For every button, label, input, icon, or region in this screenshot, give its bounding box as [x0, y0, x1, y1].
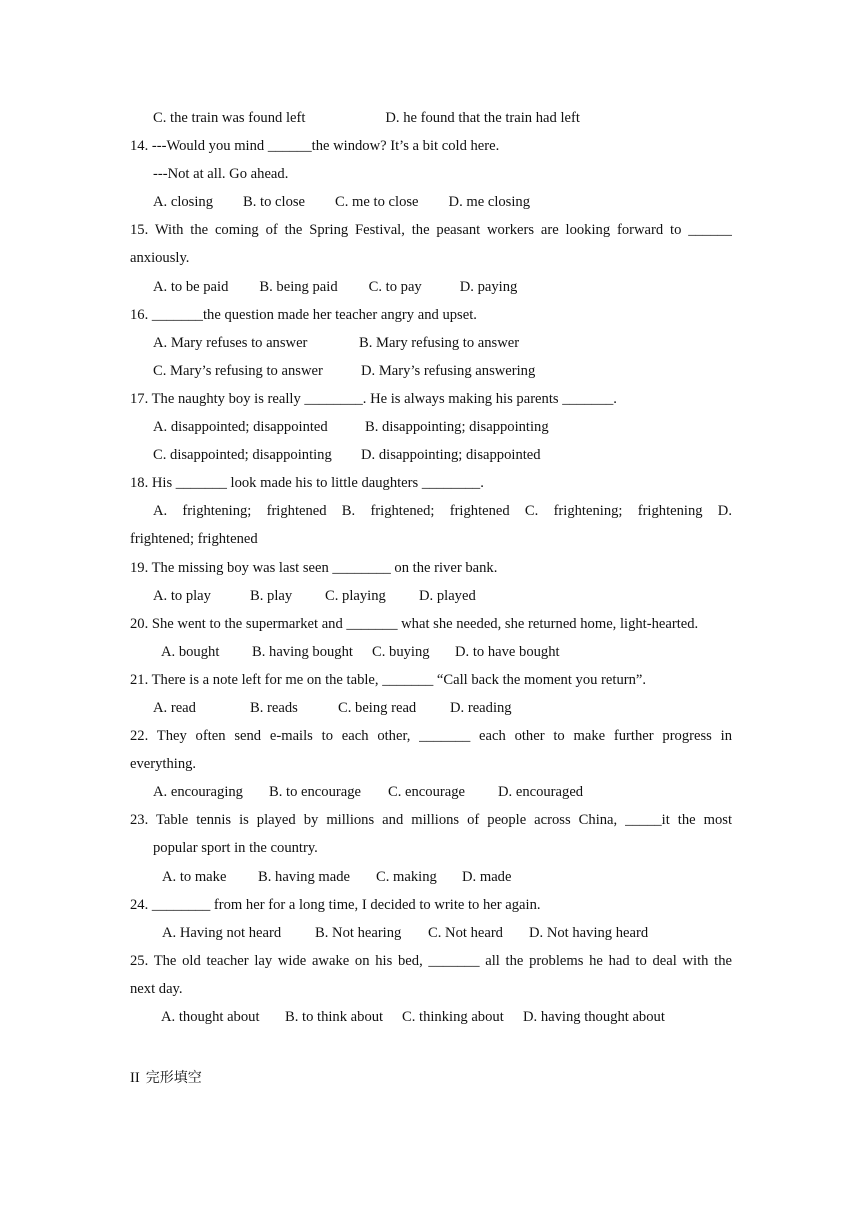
option-a: A. bought: [161, 643, 220, 660]
option-c: C. disappointed; disappointing: [153, 447, 332, 464]
option-d: D. having thought about: [523, 1009, 665, 1025]
option-c: C. Not heard: [428, 924, 503, 941]
option-d: D. encouraged: [498, 784, 584, 801]
option-b: B. having made: [258, 868, 351, 885]
question-18: 18. His _______ look made his to little daughters ________.: [130, 475, 484, 492]
option-d: D. reading: [450, 699, 512, 716]
option-c: C. buying: [372, 643, 430, 660]
question-18-options: A. frightening; frightened B. frightened; frightened C. frightening; frightening D.: [153, 503, 732, 520]
question-22: 22. They often send e-mails to each other, _______ each other to make further progress in: [130, 728, 732, 745]
option-a: A. thought about: [161, 1009, 260, 1025]
option-d: D. me closing: [448, 194, 531, 211]
option-a: A. encouraging: [153, 784, 243, 801]
option-line: [130, 104, 732, 132]
option-d: D. Mary’s refusing answering: [361, 362, 536, 379]
option-b: B. having bought: [252, 643, 353, 660]
option-c: C. being read: [338, 699, 417, 716]
option-a: A. disappointed; disappointed: [153, 419, 328, 436]
option-d: D. he found that the train had left: [385, 110, 580, 126]
question-14-reply: ---Not at all. Go ahead.: [153, 166, 289, 183]
option-b: B. Mary refusing to answer: [359, 334, 520, 351]
question-18-options-cont: frightened; frightened: [130, 531, 258, 548]
section-heading: [130, 1064, 202, 1092]
option-b: B. disappointing; disappointing: [365, 419, 549, 436]
question-15-options: [130, 273, 732, 301]
question-25-cont: next day.: [130, 980, 183, 997]
option-d: D. Not having heard: [529, 924, 649, 941]
option-a: A. Having not heard: [162, 924, 282, 941]
question-14-options: [130, 188, 732, 216]
question-17-options-1: [130, 413, 732, 441]
option-a: A. to play: [153, 587, 211, 604]
question-21: 21. There is a note left for me on the table, _______ “Call back the moment you return”.: [130, 671, 647, 688]
option-c: C. Mary’s refusing to answer: [153, 362, 323, 379]
option-d: D. played: [419, 587, 476, 604]
option-b: B. play: [250, 587, 293, 604]
option-c: C. the train was found left: [153, 110, 306, 126]
section-title: 完形填空: [145, 1070, 202, 1086]
question-16-options-1: [130, 329, 732, 357]
question-16: 16. _______the question made her teacher angry and upset.: [130, 306, 477, 323]
question-17-options-2: [130, 441, 732, 469]
question-22-options: [130, 778, 732, 806]
question-25: 25. The old teacher lay wide awake on his bed, _______ all the problems he had to deal with the: [130, 952, 732, 969]
option-d: D. disappointing; disappointed: [361, 447, 541, 464]
question-20-options: [130, 638, 732, 666]
question-14: 14. ---Would you mind ______the window? It’s a bit cold here.: [130, 138, 500, 155]
option-d: D. to have bought: [455, 643, 560, 660]
option-b: B. being paid: [259, 278, 338, 295]
question-19-options: [130, 582, 732, 610]
question-17: 17. The naughty boy is really ________. He is always making his parents _______.: [130, 390, 617, 407]
section-numeral: II: [130, 1070, 140, 1086]
question-15: 15. With the coming of the Spring Festival, the peasant workers are looking forward to ______: [130, 222, 732, 239]
question-list: [130, 104, 732, 1031]
question-24: 24. ________ from her for a long time, I decided to write to her again.: [130, 896, 541, 913]
option-a: A. to make: [162, 868, 227, 885]
option-c: C. thinking about: [402, 1009, 504, 1025]
question-15-cont: anxiously.: [130, 250, 190, 267]
option-a: A. Mary refuses to answer: [153, 334, 308, 351]
option-b: B. reads: [250, 699, 298, 716]
question-20: 20. She went to the supermarket and _______ what she needed, she returned home, light-hearted.: [130, 615, 699, 632]
question-23-cont: popular sport in the country.: [153, 840, 318, 857]
option-b: B. to close: [243, 194, 306, 211]
option-b: B. to encourage: [269, 784, 361, 801]
question-23: 23. Table tennis is played by millions and millions of people across China, _____it the most: [130, 812, 732, 829]
option-c: C. making: [376, 868, 437, 885]
option-c: C. to pay: [368, 278, 422, 295]
option-d: D. made: [462, 868, 512, 885]
option-c: C. encourage: [388, 784, 465, 801]
option-d: D. paying: [459, 278, 518, 295]
option-a: A. read: [153, 699, 196, 716]
option-b: B. Not hearing: [315, 924, 402, 941]
question-16-options-2: [130, 357, 732, 385]
question-19: 19. The missing boy was last seen ________ on the river bank.: [130, 559, 498, 576]
question-25-options: [130, 1003, 732, 1031]
option-b: B. to think about: [285, 1009, 384, 1025]
question-21-options: [130, 694, 732, 722]
option-a: A. to be paid: [153, 278, 229, 295]
option-c: C. me to close: [335, 194, 419, 211]
option-a: A. closing: [153, 194, 213, 211]
question-22-cont: everything.: [130, 756, 197, 773]
question-24-options: [130, 919, 732, 947]
option-c: C. playing: [325, 587, 386, 604]
question-23-options: [130, 863, 732, 891]
